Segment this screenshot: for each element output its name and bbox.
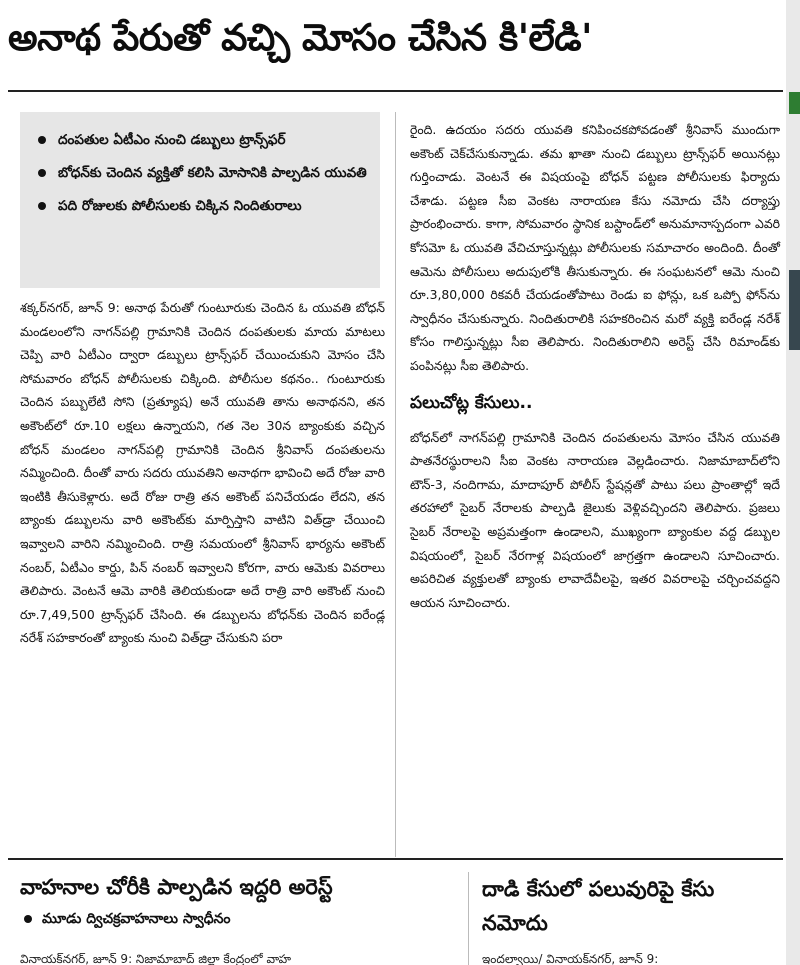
article-body-paragraph: రైంది. ఉదయం సదరు యువతి కనిపించకపోవడంతో శ్రీనివాస్ ముందుగా అకౌంట్ చెక్‌చేసుకున్నాడు. తమ ఖాతా నుంచి డబ్బులు ట్రాన్స్‌ఫర్ అయినట్లు గుర్తించాడు. వెంటనే ఈ విషయంపై బోధన్ పట్టణ పోలీసులకు ఫిర్యాదు చేశాడు. పట్టణ సీఐ వెంకట నారాయణ కేసు నమోదు చేసి దర్యాప్తు ప్రారంభించారు. కాగా, సోమవారం స్థానిక బస్టాండ్‌లో అనుమానాస్పదంగా ఎవరి కోసమో ఓ యువతి వేచిచూస్తున్నట్లు పోలీసులకు సమాచారం అందింది. దీంతో ఆమెను పోలీసులు అదుపులోకి తీసుకున్నారు. ఈ సంఘటనలో ఆమె నుంచి రూ.3,80,000 రికవరీ చేయడంతోపాటు రెండు ఐ ఫోన్లు, ఒక ఒప్పో ఫోన్‌ను స్వాధీనం చేసుకున్నారు. నిందితురాలికి సహకరించిన మరో వ్యక్తి ఐరేండ్ల నరేశ్ కోసం గాలిస్తున్నట్లు సీఐ తెలిపారు. నిందితురాలిని అరెస్ట్ చేసి రిమాండ్‌కు పంపినట్లు సీఐ తెలిపారు. [410, 122, 780, 373]
next-article-bullet: మూడు ద్విచక్రవాహనాలు స్వాధీనం [20, 907, 460, 931]
next-article-text: ఇందల్వాయి/ వినాయక్‌నగర్, జూన్ 9: [482, 952, 659, 965]
summary-bullet: బోధన్‌కు చెందిన వ్యక్తితో కలిసి మోసానికి పాల్పడిన యువతి [36, 157, 368, 190]
next-article-text: వినాయక్‌నగర్, జూన్ 9: నిజామాబాద్ జిల్లా కేంద్రంలో వాహ [20, 952, 292, 965]
summary-bullet: దంపతుల ఏటీఎం నుంచి డబ్బులు ట్రాన్స్‌ఫర్ [36, 124, 368, 157]
article-headline: అనాథ పేరుతో వచ్చి మోసం చేసిన కి'లేడి' [8, 16, 592, 59]
section-subhead: పలుచోట్ల కేసులు.. [410, 392, 533, 413]
column-divider [468, 872, 469, 965]
summary-list [20, 112, 380, 223]
next-article-headline: వాహనాల చోరీకి పాల్పడిన ఇద్దరి అరెస్ట్ [20, 875, 333, 899]
next-article-headline: దాడి కేసులో పలువురిపై కేసు నమోదు [482, 877, 715, 935]
adjacent-page-graphic [789, 92, 800, 114]
summary-box [20, 112, 380, 288]
adjacent-page-edge [786, 0, 800, 965]
article-divider [8, 858, 783, 860]
article-body-right-column [410, 118, 780, 614]
column-divider [395, 112, 396, 857]
headline-divider [8, 90, 783, 92]
summary-bullet: పది రోజులకు పోలీసులకు చిక్కిన నిందితురాలు [36, 190, 368, 223]
adjacent-page-graphic [789, 270, 800, 350]
article-body-paragraph: బోధన్‌లో నాగన్‌పల్లి గ్రామానికి చెందిన దంపతులను మోసం చేసిన యువతి పాతనేరస్థురాలని సీఐ వెంకట నారాయణ వెల్లడించారు. నిజామాబాద్‌లోని టౌన్-3, నందిగామ, మాదాపూర్ పోలీస్ స్టేషన్లతో పాటు పలు ప్రాంతాల్లో ఇదే తరహాలో సైబర్ నేరాలకు పాల్పడి జైలుకు వెళ్లివచ్చిందని తెలిపారు. ప్రజలు సైబర్ నేరాలపై అప్రమత్తంగా ఉండాలని, ముఖ్యంగా బ్యాంకుల వద్ద డబ్బుల విషయంలో, సైబర్ నేరగాళ్ల విషయంలో జాగ్రత్తగా ఉండాలని సూచించారు. అపరిచిత వ్యక్తులతో బ్యాంకు లావాదేవీలపై, ఇతర వివరాలపై చర్చించవద్దని ఆయన సూచించారు. [410, 429, 780, 610]
article-body-left-column: శక్కర్‌నగర్, జూన్ 9: అనాథ పేరుతో గుంటూరుకు చెందిన ఓ యువతి బోధన్ మండలంలోని నాగన్‌పల్లి గ్రామానికి చెందిన దంపతులకు మాయ మాటలు చెప్పి వారి ఏటీఎం ద్వారా డబ్బులు ట్రాన్స్‌ఫర్ చేయించుకుని మోసం చేసి సోమవారం బోధన్ పోలీసులకు చిక్కింది. పోలీసుల కథనం.. గుంటూరుకు చెందిన పబ్బులేటి సోని (ప్రత్యూష) అనే యువతి తాను అనాథనని, తన అకౌంట్‌లో రూ.10 లక్షలు ఉన్నాయని, గత నెల 30న బ్యాంకుకు వచ్చిన బోధన్ మండలం నాగన్‌పల్లి గ్రామానికి చెందిన శ్రీనివాస్ దంపతులను నమ్మించింది. దీంతో వారు సదరు యువతిని అనాథగా భావించి అదే రోజు వారి ఇంటికి తీసుకెళ్లారు. అదే రోజు రాత్రి తన అకౌంట్ పనిచేయడం లేదని, తన బ్యాంకు డబ్బులను వారి అకౌంట్‌కు మార్పిస్తాని వాటిని విత్‌డ్రా చేయించి ఇవ్వాలని వారిని నమ్మించింది. రాత్రి సమయంలో శ్రీనివాస్ భార్యను అకౌంట్ నంబర్, ఏటీఎం కార్డు, పిన్ నంబర్ ఇవ్వాలని కోరగా, వారు ఆమెకు వివరాలు తెలిపారు. వెంటనే ఆమె వారికి తెలియకుండా అదే రాత్రి వారి అకౌంట్ నుంచి రూ.7,49,500 ట్రాన్స్‌ఫర్ చేసింది. ఈ డబ్బులను బోధన్‌కు చెందిన ఐరేండ్ల నరేశ్ సహకారంతో బ్యాంకు నుంచి విత్‌డ్రా చేసుకుని పరా [20, 300, 385, 646]
